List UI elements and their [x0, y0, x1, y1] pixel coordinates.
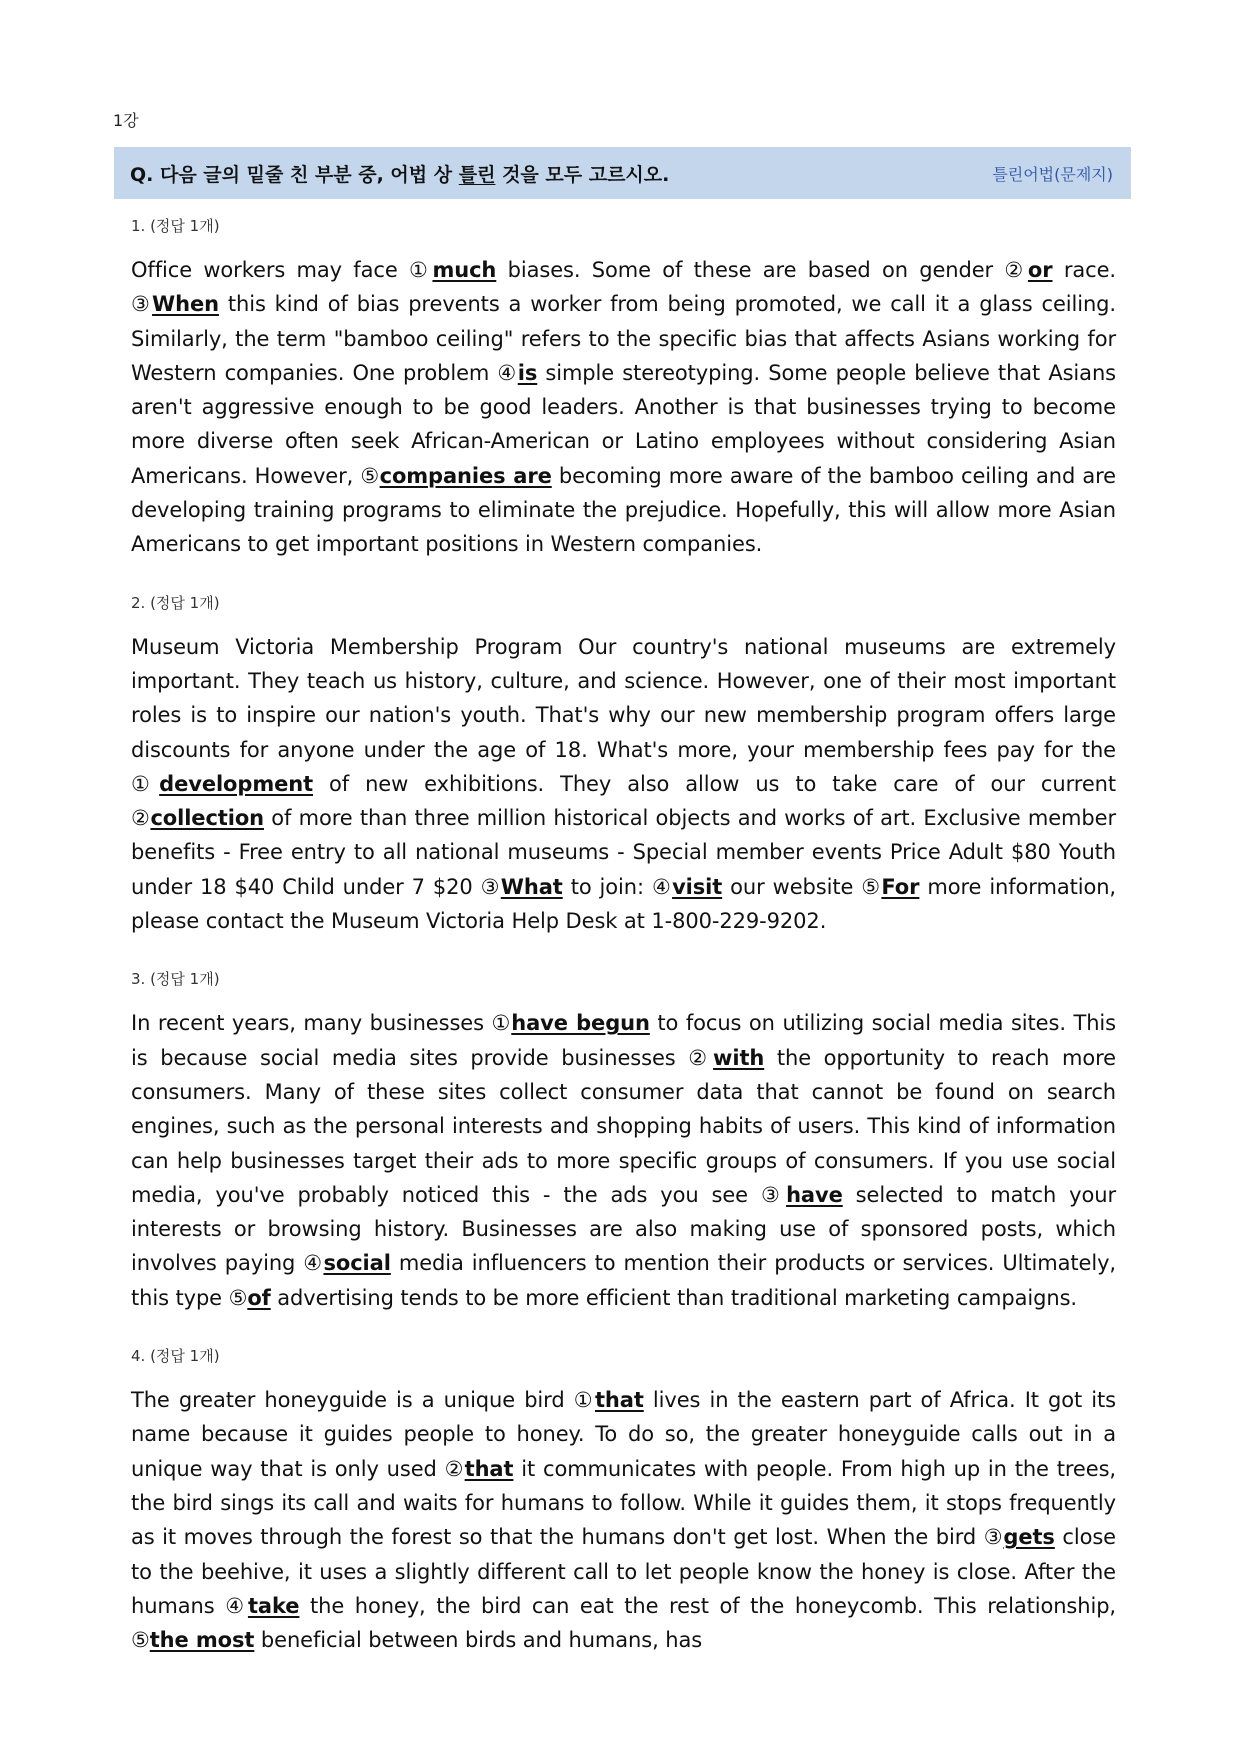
underlined-choice: that	[594, 1388, 644, 1413]
choice-number: ①	[131, 771, 160, 796]
underlined-choice: of	[247, 1285, 271, 1310]
passage-text: lives in the eastern part of Africa. It got its name because it guides people to honey. To do so, the greater honeyguide calls out in a unique way that is only used	[131, 1388, 1116, 1481]
underlined-choice: When	[152, 292, 219, 317]
underlined-choice: development	[159, 771, 314, 796]
passage-3	[131, 1006, 1116, 1315]
passage-text: it communicates with people. From high up in the trees, the bird sings its call and waits for humans to follow. While it guides them, it stops frequently as it moves through the forest so that the humans don't get lost. When the bird	[131, 1456, 1116, 1550]
choice-number: ⑤	[131, 1628, 150, 1653]
question-underlined: 틀린	[458, 163, 496, 186]
underlined-choice: or	[1027, 258, 1053, 282]
passage-text: media influencers to mention their products or services. Ultimately, this type	[131, 1251, 1116, 1310]
question-type-tag: 틀린어법(문제지)	[992, 164, 1113, 184]
question-number-3: 3. (정답 1개)	[131, 970, 220, 989]
choice-number: ④	[303, 1251, 324, 1276]
question-number-4: 4. (정답 1개)	[131, 1347, 220, 1366]
underlined-choice: that	[464, 1456, 514, 1481]
choice-number: ①	[408, 258, 433, 282]
question-list	[131, 205, 1116, 1681]
passage-text: Museum Victoria Membership Program Our country's national museums are extremely important. They teach us history, culture, and science. However, one of their most important roles is to inspire our nation's youth. That's why our new membership program offers large discounts for anyone under the age of 18. What's more, your membership fees pay for the	[131, 634, 1116, 762]
choice-number: ③	[131, 292, 153, 317]
choice-number: ④	[225, 1593, 248, 1618]
passage-text: In recent years, many businesses	[131, 1011, 492, 1036]
choice-number: ②	[444, 1456, 465, 1481]
passage-text: of more than three million historical objects and works of art. Exclusive member benefits - Free entry to all national museums - Special member events Price Adult $80 Youth under 18 $40 Child under 7 $20	[131, 806, 1116, 899]
passage-text: Office workers may face	[131, 258, 409, 282]
underlined-choice: have	[786, 1182, 843, 1207]
underlined-choice: much	[432, 258, 497, 282]
passage-text: becoming more aware of the bamboo ceiling and are developing training programs to eliminate the prejudice. Hopefully, this will allow more Asian Americans to get important positions in Western companies.	[131, 463, 1116, 557]
passage-text: selected to match your interests or browsing history. Businesses are also making use of sponsored posts, which involves paying	[131, 1182, 1116, 1276]
choice-number: ⑤	[360, 463, 380, 488]
passage-text: the honey, the bird can eat the rest of the honeycomb. This relationship,	[299, 1593, 1117, 1618]
underlined-choice: gets	[1003, 1525, 1055, 1550]
underlined-choice: collection	[150, 806, 265, 831]
passage-text: biases. Some of these are based on gender	[496, 258, 1005, 282]
question-number-2: 2. (정답 1개)	[131, 593, 220, 612]
underlined-choice: have begun	[511, 1011, 650, 1036]
passage-2	[131, 630, 1116, 939]
underlined-choice: visit	[672, 874, 723, 899]
underlined-choice: social	[323, 1251, 391, 1276]
passage-text: our website	[722, 874, 862, 899]
passage-text: of new exhibitions. They also allow us to take care of our current	[313, 771, 1116, 796]
choice-number: ②	[688, 1045, 714, 1070]
underlined-choice: What	[500, 874, 563, 899]
choice-number: ②	[131, 806, 151, 831]
choice-number: ③	[760, 1182, 787, 1207]
underlined-choice: with	[713, 1045, 765, 1070]
question-text	[130, 160, 669, 187]
passage-1	[131, 253, 1116, 562]
passage-text: to join:	[562, 874, 652, 899]
choice-number: ①	[491, 1011, 512, 1036]
choice-number: ①	[573, 1388, 595, 1413]
underlined-choice: the most	[149, 1628, 255, 1653]
choice-number: ③	[983, 1525, 1004, 1550]
passage-text: close to the beehive, it uses a slightly different call to let people know the honey is close. After the humans	[131, 1525, 1116, 1618]
underlined-choice: take	[247, 1593, 300, 1618]
passage-text: the opportunity to reach more consumers. Many of these sites collect consumer data that cannot be found on search engines, such as the personal interests and shopping habits of users. This kind of information can help businesses target their ads to more specific groups of consumers. If you use social media, you've probably noticed this - the ads you see	[131, 1045, 1116, 1207]
underlined-choice: is	[517, 360, 538, 385]
choice-number: ⑤	[228, 1285, 248, 1310]
passage-text: this kind of bias prevents a worker from being promoted, we call it a glass ceiling. Similarly, the term "bamboo ceiling" refers to the specific bias that affects Asians working for Western companies. One problem	[131, 292, 1116, 385]
passage-text: advertising tends to be more efficient than traditional marketing campaigns.	[270, 1285, 1077, 1310]
question-prefix: Q. 다음 글의 밑줄 친 부분 중, 어법 상	[130, 163, 459, 186]
question-suffix: 것을 모두 고르시오.	[495, 163, 670, 186]
passage-text: The greater honeyguide is a unique bird	[131, 1388, 574, 1413]
choice-number: ②	[1004, 258, 1028, 282]
underlined-choice: companies are	[379, 463, 552, 488]
choice-number: ④	[497, 360, 518, 385]
passage-text: simple stereotyping. Some people believe that Asians aren't aggressive enough to be good leaders. Another is that businesses trying to become more diverse often seek African-American or Latino employees without considering Asian Americans. However,	[131, 360, 1116, 488]
passage-text: beneficial between birds and humans, has	[254, 1628, 703, 1653]
underlined-choice: For	[881, 874, 920, 899]
passage-text: more information, please contact the Museum Victoria Help Desk at 1-800-229-9202.	[131, 874, 1116, 934]
choice-number: ③	[480, 874, 501, 899]
passage-4	[131, 1383, 1116, 1657]
lesson-label: 1강	[113, 111, 139, 130]
question-header	[114, 147, 1131, 199]
choice-number: ⑤	[861, 874, 882, 899]
passage-text: to focus on utilizing social media sites. This is because social media sites provide businesses	[131, 1011, 1116, 1070]
question-number-1: 1. (정답 1개)	[131, 217, 220, 235]
passage-text: race.	[1052, 258, 1116, 282]
choice-number: ④	[651, 874, 673, 899]
